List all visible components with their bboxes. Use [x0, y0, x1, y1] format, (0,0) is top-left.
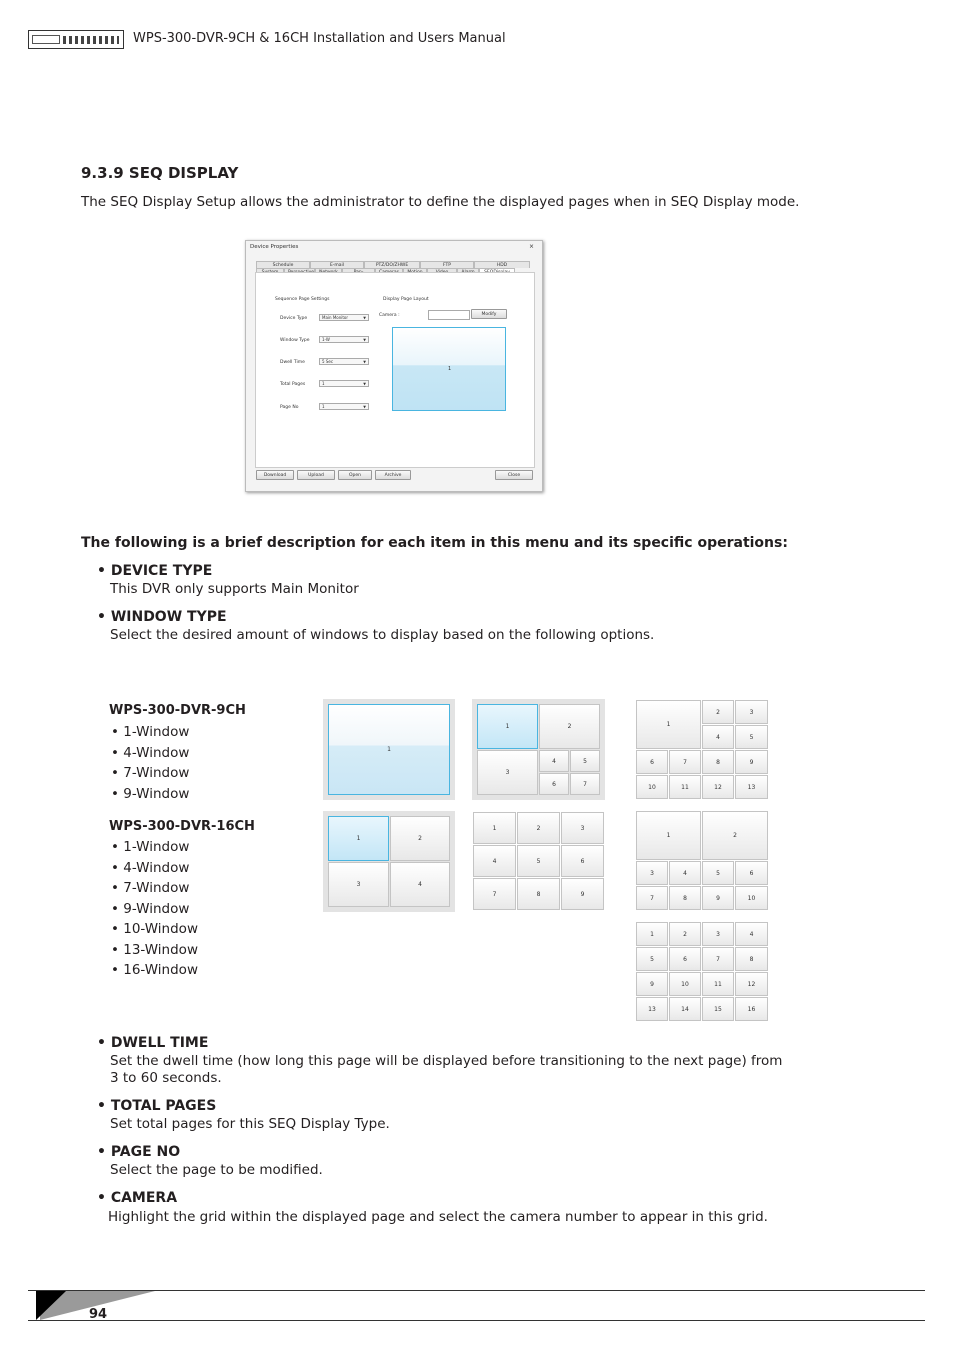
device-type-select[interactable]: Main Monitor ▼	[319, 314, 369, 321]
dwell-time-label: Dwell Time	[280, 360, 305, 365]
device-type-heading: • DEVICE TYPE	[97, 563, 213, 579]
grid-cell[interactable]: 2	[390, 816, 450, 861]
camera-desc: Highlight the grid within the displayed page and select the camera number to appear in this grid.	[108, 1209, 768, 1225]
dwell-time-desc-line1: Set the dwell time (how long this page will be displayed before transitioning to the next page) from	[110, 1053, 783, 1069]
tab-hdd[interactable]: HDD	[474, 261, 530, 268]
close-button[interactable]: Close	[495, 470, 533, 480]
upload-button[interactable]: Upload	[297, 470, 335, 480]
grid-cell[interactable]: 5	[702, 861, 734, 885]
grid-cell[interactable]: 4	[702, 725, 734, 749]
dwell-time-select[interactable]: 5 Sec ▼	[319, 358, 369, 365]
grid-cell[interactable]: 1	[328, 816, 389, 861]
option-item: • 1-Window	[111, 724, 190, 740]
group-label-sequence: Sequence Page Settings	[275, 297, 330, 302]
option-item: • 13-Window	[111, 941, 198, 958]
grid-cell[interactable]: 3	[328, 862, 389, 907]
grid-cell[interactable]: 6	[669, 947, 701, 971]
grid-cell[interactable]: 1	[636, 700, 701, 749]
camera-label: Camera :	[379, 313, 400, 318]
grid-cell[interactable]: 1	[473, 812, 516, 844]
grid-cell[interactable]: 10	[735, 886, 768, 910]
grid-10-window	[635, 810, 769, 911]
grid-cell[interactable]: 9	[735, 750, 768, 774]
grid-cell[interactable]: 9	[702, 886, 734, 910]
display-page-layout[interactable]	[392, 327, 506, 411]
footer-rule-bottom	[28, 1320, 925, 1321]
grid-cell[interactable]: 2	[702, 700, 734, 724]
total-pages-label: Total Pages	[280, 382, 306, 387]
grid-cell[interactable]: 1	[328, 704, 450, 795]
option-item: • 4-Window	[111, 744, 190, 761]
modify-button[interactable]: Modify	[471, 309, 507, 319]
grid-cell[interactable]: 8	[702, 750, 734, 774]
close-icon[interactable]: ⨯	[528, 243, 534, 250]
grid-16-window	[635, 921, 769, 1022]
dwell-time-heading: • DWELL TIME	[97, 1035, 209, 1051]
footer-decoration-dark	[36, 1291, 66, 1320]
grid-cell[interactable]: 7	[636, 886, 668, 910]
grid-cell[interactable]: 1	[636, 811, 701, 860]
grid-cell[interactable]: 6	[735, 861, 768, 885]
grid-4-window	[323, 811, 455, 912]
option-item: • 1-Window	[111, 839, 190, 855]
model-16ch-options	[111, 837, 198, 981]
grid-cell[interactable]: 7	[669, 750, 701, 774]
grid-cell[interactable]: 1	[477, 704, 538, 749]
window-type-label: Window Type	[280, 338, 310, 343]
grid-cell[interactable]: 4	[735, 922, 768, 946]
device-type-label: Device Type	[280, 316, 308, 321]
total-pages-desc: Set total pages for this SEQ Display Type.	[110, 1116, 390, 1132]
grid-cell[interactable]: 3	[561, 812, 604, 844]
grid-cell[interactable]: 1	[636, 922, 668, 946]
logo-slot	[32, 35, 60, 44]
grid-cell[interactable]: 5	[735, 725, 768, 749]
grid-cell[interactable]: 7	[473, 878, 516, 910]
grid-cell[interactable]: 12	[702, 775, 734, 799]
device-type-desc: This DVR only supports Main Monitor	[110, 581, 359, 597]
option-item: • 10-Window	[111, 921, 198, 937]
grid-cell[interactable]: 7	[570, 773, 600, 795]
grid-cell[interactable]: 11	[702, 972, 734, 996]
grid-cell[interactable]: 14	[669, 997, 701, 1021]
seq-display-panel	[255, 272, 535, 468]
grid-cell[interactable]: 4	[390, 862, 450, 907]
section-title: 9.3.9 SEQ DISPLAY	[81, 164, 239, 182]
grid-cell[interactable]: 3	[702, 922, 734, 946]
model-16ch-title: WPS-300-DVR-16CH	[109, 819, 255, 834]
footer-rule-top	[28, 1290, 925, 1291]
grid-cell[interactable]: 6	[539, 773, 569, 795]
option-item: • 7-Window	[111, 880, 190, 896]
grid-cell[interactable]: 5	[570, 750, 600, 772]
open-button[interactable]: Open	[338, 470, 372, 480]
tab-ptz[interactable]: PTZ/DO/ZHWE	[364, 261, 420, 268]
camera-heading: • CAMERA	[97, 1190, 178, 1206]
layout-cell-number: 1	[448, 366, 452, 372]
grid-cell[interactable]: 2	[517, 812, 560, 844]
window-type-heading: • WINDOW TYPE	[97, 609, 227, 625]
grid-cell[interactable]: 11	[669, 775, 701, 799]
grid-cell[interactable]: 8	[669, 886, 701, 910]
grid-cell[interactable]: 4	[539, 750, 569, 772]
tab-ftp[interactable]: FTP	[420, 261, 474, 268]
grid-cell[interactable]: 13	[735, 775, 768, 799]
manual-title: WPS-300-DVR-9CH & 16CH Installation and Users Manual	[133, 31, 506, 46]
model-9ch-title: WPS-300-DVR-9CH	[109, 703, 246, 718]
tab-schedule[interactable]: Schedule	[256, 261, 310, 268]
group-label-layout: Display Page Layout	[383, 297, 429, 302]
grid-cell[interactable]: 5	[517, 845, 560, 877]
grid-cell[interactable]: 16	[735, 997, 768, 1021]
tab-email[interactable]: E-mail	[310, 261, 364, 268]
product-logo	[28, 30, 124, 49]
grid-cell[interactable]: 8	[735, 947, 768, 971]
dwell-time-desc-line2: 3 to 60 seconds.	[110, 1070, 222, 1086]
grid-cell[interactable]: 4	[669, 861, 701, 885]
archive-button[interactable]: Archive	[375, 470, 411, 480]
grid-cell[interactable]: 4	[473, 845, 516, 877]
grid-cell[interactable]: 5	[636, 947, 668, 971]
grid-cell[interactable]: 3	[735, 700, 768, 724]
tab-row-top	[256, 261, 530, 268]
option-item: • 16-Window	[111, 962, 198, 978]
grid-cell[interactable]: 2	[669, 922, 701, 946]
logo-vents	[63, 36, 119, 44]
total-pages-select[interactable]: 1 ▼	[319, 380, 369, 387]
grid-1-window	[323, 699, 455, 800]
device-properties-dialog	[245, 240, 543, 492]
download-button[interactable]: Download	[256, 470, 294, 480]
grid-cell[interactable]: 2	[702, 811, 768, 860]
grid-cell[interactable]: 13	[636, 997, 668, 1021]
page-no-select[interactable]: 1 ▼	[319, 403, 369, 410]
description-intro: The following is a brief description for each item in this menu and its specific operations:	[81, 535, 788, 551]
grid-cell[interactable]: 6	[561, 845, 604, 877]
dialog-title: Device Properties	[250, 244, 299, 250]
option-item: • 9-Window	[111, 785, 190, 802]
grid-9-window	[472, 811, 605, 911]
page-number: 94	[89, 1307, 108, 1322]
page-no-label: Page No	[280, 405, 299, 410]
window-type-select[interactable]: 1-W ▼	[319, 336, 369, 343]
grid-7-window	[472, 699, 605, 800]
grid-cell[interactable]: 9	[636, 972, 668, 996]
grid-13-window-9ch	[635, 699, 769, 800]
grid-cell[interactable]: 10	[636, 775, 668, 799]
page-no-heading: • PAGE NO	[97, 1144, 181, 1160]
grid-cell[interactable]: 15	[702, 997, 734, 1021]
section-intro: The SEQ Display Setup allows the administrator to define the displayed pages when in SEQ Display mode.	[81, 194, 800, 210]
grid-cell[interactable]: 8	[517, 878, 560, 910]
grid-cell[interactable]: 10	[669, 972, 701, 996]
grid-cell[interactable]: 7	[702, 947, 734, 971]
model-9ch-options	[111, 722, 189, 804]
grid-cell[interactable]: 6	[636, 750, 668, 774]
grid-cell[interactable]: 3	[477, 750, 538, 795]
total-pages-heading: • TOTAL PAGES	[97, 1098, 217, 1114]
option-item: • 7-Window	[111, 765, 190, 781]
window-type-desc: Select the desired amount of windows to display based on the following options.	[110, 627, 655, 643]
page-no-desc: Select the page to be modified.	[110, 1162, 323, 1178]
grid-cell[interactable]: 2	[539, 704, 600, 749]
grid-cell[interactable]: 9	[561, 878, 604, 910]
grid-cell[interactable]: 3	[636, 861, 668, 885]
option-item: • 4-Window	[111, 859, 190, 876]
grid-cell[interactable]: 12	[735, 972, 768, 996]
camera-input[interactable]	[428, 310, 470, 320]
option-item: • 9-Window	[111, 900, 190, 917]
